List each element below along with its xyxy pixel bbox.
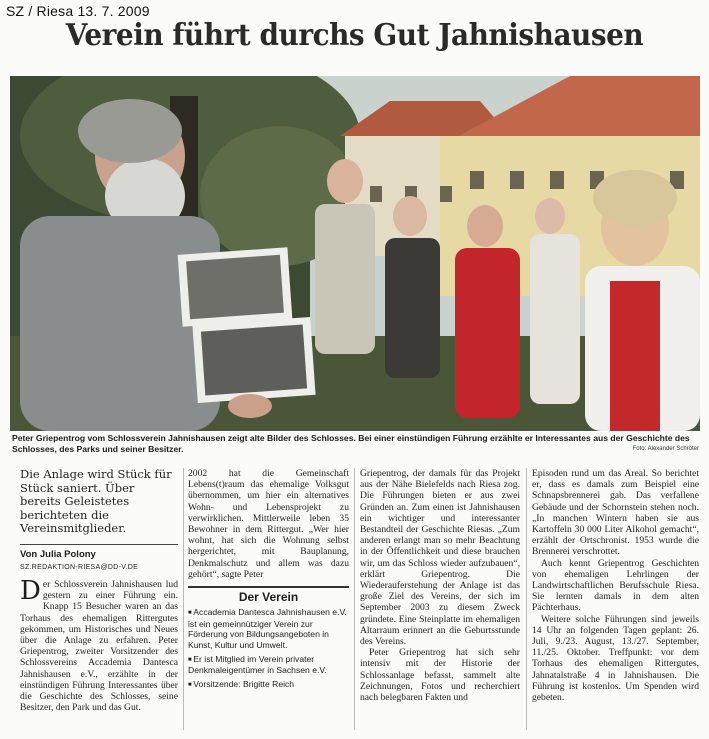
paragraph: Griepentrog, der damals für das Projekt aus der Nähe Bielefelds nach Riesa zog. Die Führungen bieten er aus zwei Gründen an. Zum einen ist Jahnishausen ein wichtiger und interessanter Bestandteil der Geschichte Riesas. „Zum anderen erlangt man so mehr Beachtung in der Öffentlichkeit und diese brauchen wir, um das Schloss wieder aufzubauen“, erklärt Griepentrog. Die Wiederauferstehung der Anlage ist das große Ziel des Vereins, der sich im September 2003 zu diesem Zweck gründete. Eine Steinplatte im ehemaligen Altarraum erinnert an die Geburtsstunde des Vereins. bbox=[360, 468, 520, 648]
teaser-text: Die Anlage wird Stück für Stück saniert. Über bereits Geleistetes berichteten die Vereinsmitglieder. bbox=[20, 467, 172, 535]
author-byline: Von Julia Polony bbox=[20, 548, 96, 560]
article-photo bbox=[10, 76, 700, 431]
paragraph: Weitere solche Führungen sind jeweils 14 Uhr an folgenden Tagen geplant: 26. Juli, 9./23. August, 13./27. September, 11./25. Oktober. Treffpunkt: vor dem Torhaus des ehemaligen Rittergutes, Jahnatalstraße 4 in Jahnishausen. Die Führung ist kostenlos. Um Spenden wird gebeten. bbox=[532, 613, 699, 704]
column-divider bbox=[183, 468, 184, 730]
lead-paragraph bbox=[20, 575, 178, 714]
headline: Verein führt durchs Gut Jahnishausen bbox=[65, 18, 644, 53]
author-email: SZ.REDAKTION-RIESA@DD-V.DE bbox=[20, 563, 139, 571]
group-photo-illustration bbox=[10, 76, 700, 431]
column-divider bbox=[526, 468, 527, 730]
article-column-2 bbox=[188, 468, 349, 693]
article-column-1 bbox=[20, 468, 178, 713]
paragraph: Auch kennt Griepentrog Geschichten von ehemaligen Lehrlingen der Landwirtschaftlichen Berufsschule Riesa. Sie lernten damals in dem alten Pächterhaus. bbox=[532, 557, 699, 614]
info-box bbox=[188, 586, 349, 690]
article-column-3 bbox=[360, 468, 520, 703]
paragraph: Episoden rund um das Areal. So berichtet er, dass es damals zum Beispiel eine Schnapsbrennerei gab. Das verfallene Gebäude und der Schornstein stehen noch. „In manchen Wintern haben sie aus Kartoffeln 30 000 Liter Alkohol gemacht“, erzählt der Ortschronist. 1953 wurde die Brennerei verschrottet. bbox=[532, 468, 699, 558]
paragraph: Peter Griepentrog hat sich sehr intensiv mit der Historie der Schlossanlage befasst, sammelt alte Zeichnungen, Fotos und recherchiert nach belegbaren Fakten und bbox=[360, 647, 520, 704]
photo-caption: Peter Griepentrog vom Schlossverein Jahnishausen zeigt alte Bilder des Schlosses. Bei einer einstündigen Führung erzählte er Interessantes aus der Geschichte des Schlosses, des Parks und seiner Besitzer. bbox=[12, 433, 690, 454]
info-box-item: ■ Accademia Dantesca Jahnishausen e.V. ist ein gemeinnütziger Verein zur Förderung von Bildungsangeboten in Kunst, Kultur und Umwelt. bbox=[188, 607, 349, 650]
article-column-4 bbox=[532, 468, 699, 703]
info-box-list bbox=[188, 607, 349, 690]
lead-paragraph-text: er Schlossverein Jahnishausen lud gestern zu einer Führung ein. Knapp 15 Besucher waren an das Torhaus des ehemaligen Rittergutes gekommen, um Historisches und Neues über die Anlage zu erfahren. Peter Griepentrog, zweiter Vorsitzender des Schlossvereins Accademia Dantesca Jahnishausen e.V., erzählte in der einstündigen Führung Interessantes über die Geschichte des Schlosses, seine Besitzer, den Park und das Gut. bbox=[20, 578, 178, 714]
paragraph: 2002 hat die Gemeinschaft Lebens(t)raum das ehemalige Volksgut übernommen, um hier ein alternatives Wohn- und Lebensprojekt zu verwirklichen. Mittlerweile leben 35 Bewohner in dem Rittergut. „Wer hier wohnt, hat sich die Wohnung selbst hergerichtet, mit Bauplanung, Denkmalschutz und allem was dazu gehört“, sagte Peter bbox=[188, 468, 349, 580]
drop-cap: D bbox=[20, 575, 41, 606]
column-divider bbox=[354, 468, 355, 730]
divider-line bbox=[20, 544, 178, 545]
info-box-item: ■ Er ist Mitglied im Verein privater Denkmaleigentümer in Sachsen e.V. bbox=[188, 654, 349, 676]
info-box-item: ■ Vorsitzende: Brigitte Reich bbox=[188, 679, 349, 691]
source-date-tag: SZ / Riesa 13. 7. 2009 bbox=[6, 3, 150, 19]
info-box-title: Der Verein bbox=[238, 590, 299, 605]
photo-credit: Foto: Alexander Schröter bbox=[632, 446, 699, 452]
